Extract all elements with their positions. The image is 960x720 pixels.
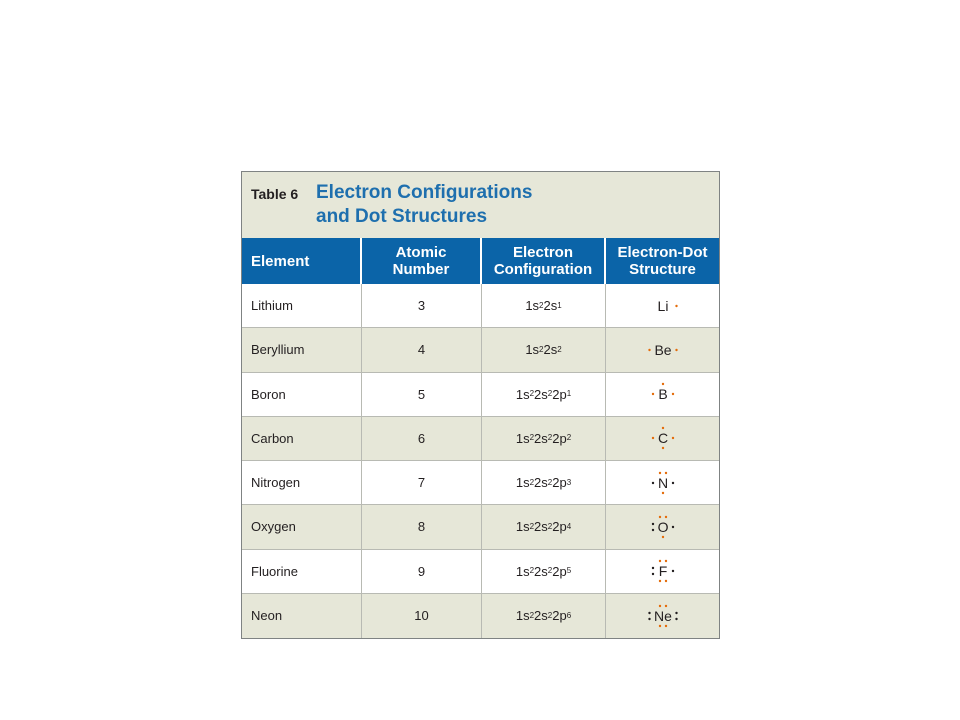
cell-element: Oxygen xyxy=(242,505,362,548)
orbital: 2s xyxy=(534,519,548,535)
cell-electron-dot-structure xyxy=(606,550,719,593)
table-row xyxy=(242,284,719,328)
electron-dot-diagram xyxy=(633,555,693,587)
cell-atomic-number: 7 xyxy=(362,461,482,504)
valence-electron-dot xyxy=(648,349,650,351)
header-atomic-number xyxy=(362,238,482,284)
orbital: 1s xyxy=(515,475,530,491)
orbital: 2s xyxy=(534,608,548,624)
element-symbol: Ne xyxy=(653,607,672,624)
valence-electron-dot xyxy=(658,471,660,473)
orbital: 2p xyxy=(552,608,567,624)
valence-electron-dot xyxy=(658,580,660,582)
electron-dot-diagram xyxy=(633,600,693,632)
cell-atomic-number: 4 xyxy=(362,328,482,371)
valence-electron-dot xyxy=(658,605,660,607)
valence-electron-dot xyxy=(651,437,653,439)
valence-electron-dot xyxy=(664,625,666,627)
cell-electron-dot-structure xyxy=(606,417,719,460)
valence-electron-dot xyxy=(651,523,653,525)
valence-electron-dot xyxy=(671,437,673,439)
table-title-line-1: Electron Configurations xyxy=(316,182,533,203)
valence-electron-dot xyxy=(664,471,666,473)
electron-dot-diagram xyxy=(633,511,693,543)
orbital: 1s xyxy=(515,386,530,402)
cell-electron-dot-structure xyxy=(606,505,719,548)
cell-electron-configuration: 1s 2 2s 2 2p 4 xyxy=(482,505,606,548)
orbital: 2p xyxy=(552,475,567,491)
header-configuration-label xyxy=(494,244,592,278)
cell-element: Neon xyxy=(242,594,362,638)
orbital: 2p xyxy=(552,519,567,535)
cell-element: Boron xyxy=(242,373,362,416)
valence-electron-dot xyxy=(661,447,663,449)
cell-element: Fluorine xyxy=(242,550,362,593)
valence-electron-dot xyxy=(658,560,660,562)
electron-dot-diagram xyxy=(633,334,693,366)
cell-electron-dot-structure xyxy=(606,594,719,638)
orbital: 2s xyxy=(543,342,558,358)
cell-electron-configuration: 1s 2 2s 2 2p 6 xyxy=(482,594,606,638)
header-element xyxy=(242,238,362,284)
table-title-line-2: and Dot Structures xyxy=(316,206,488,227)
valence-electron-dot xyxy=(661,536,663,538)
valence-electron-dot xyxy=(651,529,653,531)
cell-atomic-number: 3 xyxy=(362,284,482,327)
orbital: 2p xyxy=(552,430,567,446)
header-atomic-number-label xyxy=(393,244,450,278)
header-configuration-line-1: Electron xyxy=(512,244,573,261)
cell-electron-configuration: 1s 2 2s 2 xyxy=(482,328,606,371)
valence-electron-dot xyxy=(661,383,663,385)
cell-atomic-number: 8 xyxy=(362,505,482,548)
orbital: 2s xyxy=(534,475,548,491)
orbital: 2s xyxy=(534,386,548,402)
cell-electron-configuration: 1s 2 2s 2 2p 2 xyxy=(482,417,606,460)
valence-electron-dot xyxy=(671,481,673,483)
cell-atomic-number: 10 xyxy=(362,594,482,638)
element-symbol: Li xyxy=(657,297,668,314)
element-symbol: O xyxy=(657,518,668,535)
header-electron-dot-structure xyxy=(606,238,719,284)
header-configuration-line-2: Configuration xyxy=(493,261,593,278)
header-electron-configuration xyxy=(482,238,606,284)
valence-electron-dot xyxy=(658,516,660,518)
element-symbol: F xyxy=(658,563,667,580)
table-caption xyxy=(242,172,719,238)
cell-electron-configuration: 1s 2 2s 2 2p 1 xyxy=(482,373,606,416)
cell-electron-configuration: 1s 2 2s 2 2p 3 xyxy=(482,461,606,504)
valence-electron-dot xyxy=(651,481,653,483)
valence-electron-dot xyxy=(661,427,663,429)
valence-electron-dot xyxy=(675,349,677,351)
cell-element: Beryllium xyxy=(242,328,362,371)
table-row xyxy=(242,550,719,594)
orbital: 1s xyxy=(515,608,530,624)
valence-electron-dot xyxy=(671,526,673,528)
orbital: 2p xyxy=(552,563,567,579)
table-title xyxy=(316,181,532,229)
valence-electron-dot xyxy=(648,618,650,620)
valence-electron-dot xyxy=(671,570,673,572)
cell-atomic-number: 5 xyxy=(362,373,482,416)
orbital: 2s xyxy=(534,430,548,446)
cell-electron-configuration: 1s 2 2s 2 2p 5 xyxy=(482,550,606,593)
cell-electron-dot-structure xyxy=(606,461,719,504)
orbital: 1s xyxy=(515,519,530,535)
header-atomic-line-1: Atomic xyxy=(395,244,447,261)
orbital: 2p xyxy=(552,386,567,402)
cell-atomic-number: 9 xyxy=(362,550,482,593)
table-row xyxy=(242,594,719,638)
valence-electron-dot xyxy=(651,393,653,395)
valence-electron-dot xyxy=(675,618,677,620)
header-dot-label xyxy=(618,244,708,278)
cell-atomic-number: 6 xyxy=(362,417,482,460)
valence-electron-dot xyxy=(651,567,653,569)
header-dot-line-1: Electron-Dot xyxy=(617,244,708,261)
table-body xyxy=(242,284,719,638)
valence-electron-dot xyxy=(675,612,677,614)
valence-electron-dot xyxy=(651,573,653,575)
table-number: Table 6 xyxy=(251,186,299,202)
orbital: 1s xyxy=(515,563,530,579)
header-atomic-line-2: Number xyxy=(392,261,450,278)
element-symbol: B xyxy=(657,386,668,403)
valence-electron-dot xyxy=(675,304,677,306)
element-symbol: N xyxy=(657,474,668,491)
orbital: 1s xyxy=(525,298,540,314)
cell-electron-dot-structure xyxy=(606,284,719,327)
table-row xyxy=(242,461,719,505)
cell-element: Carbon xyxy=(242,417,362,460)
cell-element: Nitrogen xyxy=(242,461,362,504)
valence-electron-dot xyxy=(664,516,666,518)
electron-dot-diagram xyxy=(633,422,693,454)
cell-electron-dot-structure xyxy=(606,328,719,371)
cell-electron-configuration: 1s 2 2s 1 xyxy=(482,284,606,327)
valence-electron-dot xyxy=(648,612,650,614)
orbital: 2s xyxy=(543,298,558,314)
orbital: 2s xyxy=(534,563,548,579)
electron-dot-diagram xyxy=(633,290,693,322)
valence-electron-dot xyxy=(664,605,666,607)
valence-electron-dot xyxy=(661,491,663,493)
valence-electron-dot xyxy=(658,625,660,627)
element-symbol: C xyxy=(657,430,668,447)
header-element-label: Element xyxy=(251,252,310,270)
table-row xyxy=(242,417,719,461)
header-dot-line-2: Structure xyxy=(629,261,696,278)
cell-electron-dot-structure xyxy=(606,373,719,416)
cell-element: Lithium xyxy=(242,284,362,327)
electron-dot-diagram xyxy=(633,378,693,410)
table-header-row xyxy=(242,238,719,284)
orbital: 1s xyxy=(525,342,540,358)
table-row xyxy=(242,328,719,372)
table-row xyxy=(242,373,719,417)
valence-electron-dot xyxy=(664,580,666,582)
valence-electron-dot xyxy=(664,560,666,562)
electron-configuration-table xyxy=(241,171,720,639)
element-symbol: Be xyxy=(653,341,672,358)
electron-dot-diagram xyxy=(633,467,693,499)
table-row xyxy=(242,505,719,549)
valence-electron-dot xyxy=(671,393,673,395)
orbital: 1s xyxy=(515,430,530,446)
